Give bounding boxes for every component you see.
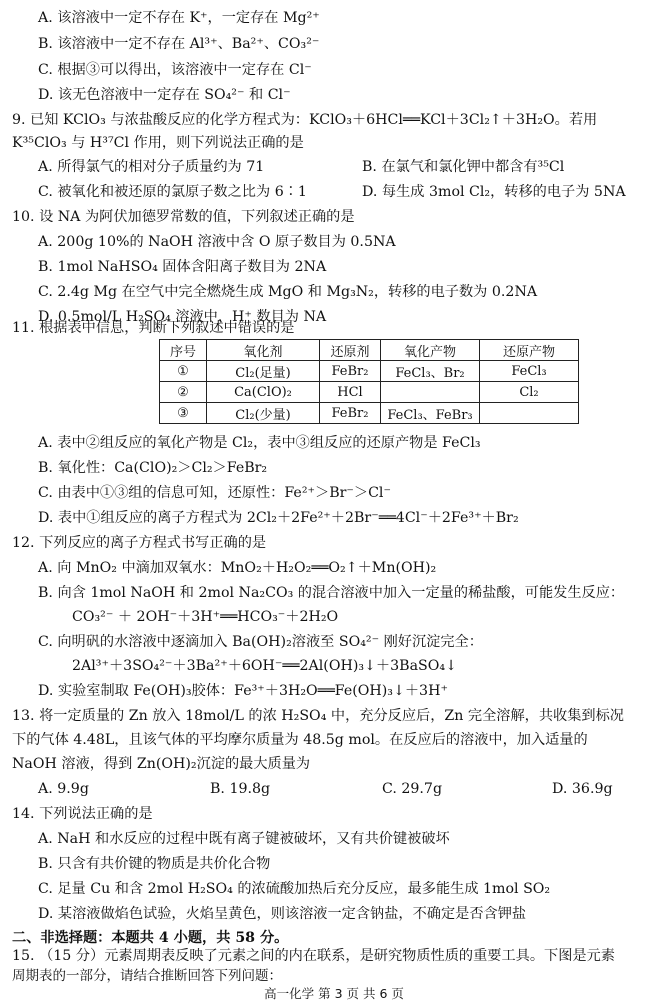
q12-stem: 12. 下列反应的离子方程式书写正确的是 [12,535,267,551]
q13-stem: 13. 将一定质量的 Zn 放入 18mol/L 的浓 H₂SO₄ 中，充分反应后，Zn 完全溶解，共收集到标况 [12,708,624,724]
q9-option-a: A. 所得氯气的相对分子质量约为 71 [38,159,265,175]
q10-option-a: A. 200g 10%的 NaOH 溶液中含 O 原子数目为 0.5NA [38,234,396,250]
q10-option-c: C. 2.4g Mg 在空气中完全燃烧生成 MgO 和 Mg₃N₂，转移的电子数为 0.2NA [38,284,538,300]
table-cell: FeCl₃、Br₂ [381,361,480,382]
q12-option-c-equation: 2Al³⁺＋3SO₄²⁻＋3Ba²⁺＋6OH⁻══2Al(OH)₃↓＋3BaSO₄↓ [72,658,457,674]
table-header: 氧化剂 [207,340,320,361]
table-header-row [160,340,579,361]
table-cell: FeCl₃ [480,361,579,382]
q11-option-a: A. 表中②组反应的氧化产物是 Cl₂，表中③组反应的还原产物是 FeCl₃ [38,435,481,451]
q13-option-d: D. 36.9g [552,781,613,797]
table-cell [381,382,480,403]
table-cell: Cl₂(足量) [207,361,320,382]
q14-option-d: D. 某溶液做焰色试验，火焰呈黄色，则该溶液一定含钠盐，不确定是否含钾盐 [38,906,527,922]
table-header: 还原剂 [320,340,381,361]
prev-option-a: A. 该溶液中一定不存在 K⁺，一定存在 Mg²⁺ [38,10,320,26]
table-cell: HCl [320,382,381,403]
table-cell: FeCl₃、FeBr₃ [381,403,480,424]
table-cell: ③ [160,403,207,424]
table-header: 还原产物 [480,340,579,361]
page-footer: 高一化学 第 3 页 共 6 页 [264,986,404,1001]
q9-option-d: D. 每生成 3mol Cl₂，转移的电子为 5NA [362,184,626,200]
table-row [160,361,579,382]
q9-option-c: C. 被氧化和被还原的氯原子数之比为 6∶1 [38,184,307,200]
q11-table [159,339,579,424]
q13-option-b: B. 19.8g [210,781,271,797]
q13-stem-cont: 下的气体 4.48L，且该气体的平均摩尔质量为 48.5g mol。在反应后的溶液中，加入适量的 [12,732,588,748]
table-header: 序号 [160,340,207,361]
table-cell: Ca(ClO)₂ [207,382,320,403]
q11-option-d: D. 表中①组反应的离子方程式为 2Cl₂＋2Fe²⁺＋2Br⁻══4Cl⁻＋2Fe³⁺＋Br₂ [38,510,519,526]
table-cell: Cl₂(少量) [207,403,320,424]
table-cell: FeBr₂ [320,361,381,382]
prev-option-c: C. 根据③可以得出，该溶液中一定存在 Cl⁻ [38,62,312,78]
table-row [160,403,579,424]
prev-option-d: D. 该无色溶液中一定存在 SO₄²⁻ 和 Cl⁻ [38,87,291,103]
prev-option-b: B. 该溶液中一定不存在 Al³⁺、Ba²⁺、CO₃²⁻ [38,36,320,52]
q11-option-b: B. 氧化性：Ca(ClO)₂＞Cl₂＞FeBr₂ [38,460,268,476]
q10-stem: 10. 设 NA 为阿伏加德罗常数的值，下列叙述正确的是 [12,209,355,225]
q12-option-d: D. 实验室制取 Fe(OH)₃胶体：Fe³⁺＋3H₂O══Fe(OH)₃↓＋3H⁺ [38,683,448,699]
table-cell: FeBr₂ [320,403,381,424]
table-cell: ① [160,361,207,382]
q9-stem: 9. 已知 KClO₃ 与浓盐酸反应的化学方程式为：KClO₃＋6HCl══KCl＋3Cl₂↑＋3H₂O。若用 [12,112,598,128]
table-cell: ② [160,382,207,403]
q12-option-b: B. 向含 1mol NaOH 和 2mol Na₂CO₃ 的混合溶液中加入一定量的稀盐酸，可能发生反应： [38,585,625,601]
table-cell: Cl₂ [480,382,579,403]
q14-stem: 14. 下列说法正确的是 [12,806,153,822]
q12-option-a: A. 向 MnO₂ 中滴加双氧水：MnO₂＋H₂O₂══O₂↑＋Mn(OH)₂ [38,560,437,576]
q11-option-c: C. 由表中①③组的信息可知，还原性：Fe²⁺＞Br⁻＞Cl⁻ [38,485,391,501]
q10-option-b: B. 1mol NaHSO₄ 固体含阳离子数目为 2NA [38,259,327,275]
q14-option-a: A. NaH 和水反应的过程中既有离子键被破坏，又有共价键被破坏 [38,831,450,847]
q13-option-c: C. 29.7g [382,781,443,797]
q9-stem-cont: K³⁵ClO₃ 与 H³⁷Cl 作用，则下列说法正确的是 [12,135,304,151]
q11-stem: 11. 根据表中信息，判断下列叙述中错误的是 [12,320,295,336]
q12-option-c: C. 向明矾的水溶液中逐滴加入 Ba(OH)₂溶液至 SO₄²⁻ 刚好沉淀完全： [38,634,483,650]
q14-option-c: C. 足量 Cu 和含 2mol H₂SO₄ 的浓硫酸加热后充分反应，最多能生成 1mol SO₂ [38,881,551,897]
q14-option-b: B. 只含有共价键的物质是共价化合物 [38,856,271,872]
q12-option-b-equation: CO₃²⁻ ＋ 2OH⁻＋3H⁺══HCO₃⁻＋2H₂O [72,609,339,625]
q15-stem: 15. （15 分）元素周期表反映了元素之间的内在联系，是研究物质性质的重要工具。下图是元素 [12,948,615,964]
table-header: 氧化产物 [381,340,480,361]
section-heading: 二、非选择题：本题共 4 小题，共 58 分。 [12,930,289,946]
q15-stem-cont: 周期表的一部分，请结合推断回答下列问题： [12,968,282,984]
q10-option-d: D. 0.5mol/L H₂SO₄ 溶液中，H⁺ 数目为 NA [38,309,327,325]
q13-option-a: A. 9.9g [38,781,89,797]
table-cell [480,403,579,424]
table-row [160,382,579,403]
q13-stem-cont2: NaOH 溶液，得到 Zn(OH)₂沉淀的最大质量为 [12,756,311,772]
q9-option-b: B. 在氯气和氯化钾中都含有³⁵Cl [362,159,565,175]
